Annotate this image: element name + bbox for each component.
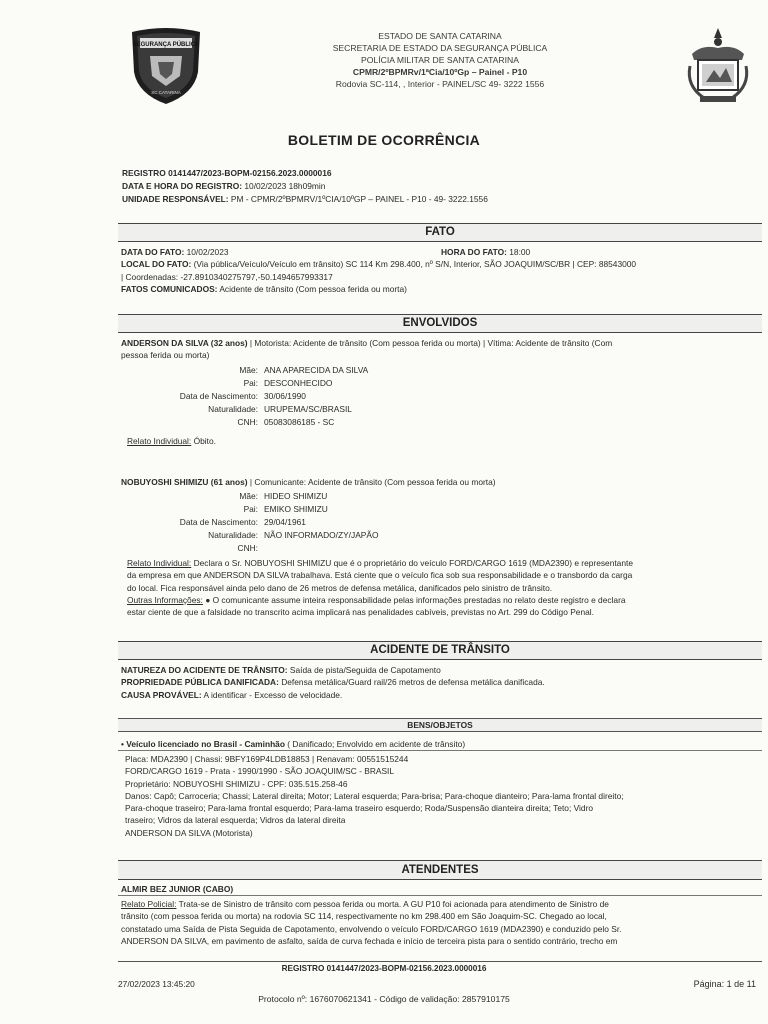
envolvido-2-field-label: Pai: bbox=[243, 504, 258, 514]
relato-2-line-1: Declara o Sr. NOBUYOSHI SHIMIZU que é o proprietário do veículo FORD/CARGO 1619 (MDA2390) e representante bbox=[193, 558, 633, 568]
envolvido-1-field-row bbox=[133, 377, 393, 390]
envolvido-2-field-value: EMIKO SHIMIZU bbox=[264, 504, 328, 514]
envolvido-2-name: NOBUYOSHI SHIMIZU (61 anos) bbox=[121, 477, 248, 487]
header-policia: POLÍCIA MILITAR DE SANTA CATARINA bbox=[361, 55, 519, 65]
atendentes-divider bbox=[118, 895, 762, 896]
bens-detail-line: ANDERSON DA SILVA (Motorista) bbox=[125, 827, 253, 838]
unidade-label: UNIDADE RESPONSÁVEL: bbox=[122, 194, 229, 204]
header-secretaria: SECRETARIA DE ESTADO DA SEGURANÇA PÚBLICA bbox=[332, 43, 548, 53]
section-bens-header: BENS/OBJETOS bbox=[118, 718, 762, 732]
envolvido-1-roles: | Motorista: Acidente de trânsito (Com pessoa ferida ou morta) | Vítima: Acidente de trânsito (Com bbox=[249, 338, 613, 348]
bens-detail-line: FORD/CARGO 1619 - Prata - 1990/1990 - SÃO JOAQUIM/SC - BRASIL bbox=[125, 766, 395, 777]
envolvido-2-field-row bbox=[133, 503, 393, 516]
hora-fato-value: 18:00 bbox=[509, 247, 531, 257]
envolvido-2-roles: | Comunicante: Acidente de trânsito (Com pessoa ferida ou morta) bbox=[249, 477, 496, 487]
seguranca-publica-badge-icon bbox=[128, 26, 204, 106]
outras-line-1: ● O comunicante assume inteira responsabilidade pelas informações prestadas no relato deste registro e declara bbox=[205, 594, 626, 605]
footer-registro: REGISTRO 0141447/2023-BOPM-02156.2023.0000016 bbox=[281, 964, 487, 973]
envolvido-1-field-label: CNH: bbox=[237, 417, 258, 427]
bens-detail-line: traseiro; Vidros da lateral esquerda; Vidros da lateral direita bbox=[125, 815, 346, 826]
registro-meta bbox=[122, 167, 682, 206]
envolvido-2-field-label: Mãe: bbox=[239, 491, 258, 501]
natureza-label: NATUREZA DO ACIDENTE DE TRÂNSITO: bbox=[121, 665, 288, 675]
envolvido-1-field-label: Mãe: bbox=[239, 365, 258, 375]
bens-detail-line: Proprietário: NOBUYOSHI SHIMIZU - CPF: 035.515.258-46 bbox=[125, 778, 348, 789]
envolvido-1-field-label: Pai: bbox=[243, 378, 258, 388]
relato-policial-label: Relato Policial: bbox=[121, 899, 177, 909]
envolvido-1-field-value: 30/06/1990 bbox=[264, 391, 306, 401]
relato-individual-value: Óbito. bbox=[193, 436, 216, 446]
section-fato bbox=[121, 246, 761, 295]
envolvido-2-field-value: NÃO INFORMADO/ZY/JAPÃO bbox=[264, 530, 379, 540]
document-title: BOLETIM DE OCORRÊNCIA bbox=[287, 132, 481, 148]
causa-label: CAUSA PROVÁVEL: bbox=[121, 689, 202, 700]
envolvido-1-field-row bbox=[133, 403, 393, 416]
registro-number: REGISTRO 0141447/2023-BOPM-02156.2023.0000016 bbox=[122, 168, 332, 178]
local-fato-value: (Via pública/Veículo/Veículo em trânsito) SC 114 Km 298.400, nº S/N, Interior, SÃO JOAQUIM/SC/BR | CEP: 88543000 bbox=[193, 259, 637, 270]
natureza-value: Saída de pista/Seguida de Capotamento bbox=[289, 665, 441, 675]
envolvido-1-field-label: Data de Nascimento: bbox=[179, 391, 258, 401]
footer-datetime: 27/02/2023 13:45:20 bbox=[118, 979, 195, 989]
footer-page-number: Página: 1 de 11 bbox=[693, 979, 756, 989]
envolvido-1-header bbox=[121, 337, 761, 362]
bens-item-title bbox=[121, 738, 761, 750]
envolvido-2-field-row bbox=[133, 490, 393, 503]
envolvido-2-field-row bbox=[133, 542, 393, 555]
envolvido-1-roles-cont: pessoa ferida ou morta) bbox=[121, 350, 210, 361]
envolvido-1-relato bbox=[127, 435, 767, 447]
data-registro-label: DATA E HORA DO REGISTRO: bbox=[122, 181, 243, 191]
bens-detail-line: Placa: MDA2390 | Chassi: 9BFY169P4LDB18853 | Renavam: 00551515244 bbox=[125, 754, 409, 764]
section-acidente bbox=[121, 664, 761, 701]
atendente-name: ALMIR BEZ JUNIOR (CABO) bbox=[121, 884, 234, 894]
section-atendentes-header: ATENDENTES bbox=[118, 860, 762, 880]
envolvido-2-field-row bbox=[133, 529, 393, 542]
relato-2-line-3: do local. Fica responsável ainda pelo dano de 26 metros de defensa metálica, danificados pelo sinistro de trânsito. bbox=[127, 582, 553, 593]
envolvido-2-field-value: 29/04/1961 bbox=[264, 517, 306, 527]
outras-line-2: estar ciente de que a falsidade no transcrito acima implicará nas penalidades cabíveis, previstas no Art. 299 do Código Penal. bbox=[127, 607, 594, 618]
envolvido-2-field-label: Data de Nascimento: bbox=[179, 517, 258, 527]
document-header bbox=[250, 30, 630, 90]
relato-individual-2-label: Relato Individual: bbox=[127, 558, 192, 568]
relato-policial-line-2: trânsito (com pessoa ferida ou morta) na rodovia SC 114, respectivamente no km 298.400 em São Joaquim-SC. Chegado ao local, bbox=[121, 911, 607, 922]
envolvido-2-relato bbox=[127, 557, 763, 618]
section-fato-header: FATO bbox=[118, 223, 762, 242]
relato-policial-line-1: Trata-se de Sinistro de trânsito com pessoa ferida ou morta. A GU P10 foi acionada para atendimento de Sinistro de bbox=[178, 899, 609, 909]
hora-fato-label: HORA DO FATO: bbox=[441, 247, 507, 257]
section-envolvidos-header: ENVOLVIDOS bbox=[118, 314, 762, 333]
footer-protocolo: Protocolo nº: 1676070621341 - Código de validação: 2857910175 bbox=[258, 994, 510, 1004]
svg-text:SC CATARINA: SC CATARINA bbox=[151, 90, 181, 95]
footer-divider bbox=[118, 961, 762, 962]
header-unit: CPMR/2ºBPMRv/1ªCia/10ºGp – Painel - P10 bbox=[352, 67, 528, 77]
bens-item-name: • Veículo licenciado no Brasil - Caminhão bbox=[121, 739, 285, 749]
atendente-name-row bbox=[121, 883, 761, 895]
header-state: ESTADO DE SANTA CATARINA bbox=[378, 31, 502, 41]
envolvido-1-field-label: Naturalidade: bbox=[208, 404, 258, 414]
svg-text:SEGURANÇA PÚBLICA: SEGURANÇA PÚBLICA bbox=[132, 42, 200, 48]
envolvido-2-fields bbox=[133, 490, 393, 555]
propriedade-label: PROPRIEDADE PÚBLICA DANIFICADA: bbox=[121, 677, 279, 688]
relato-2-line-2: da empresa em que ANDERSON DA SILVA trabalhava. Está ciente que o veículo fica sob sua responsabilidade e o transbordo da carga bbox=[127, 570, 633, 581]
relato-individual-label: Relato Individual: bbox=[127, 436, 192, 446]
envolvido-1-field-value: DESCONHECIDO bbox=[264, 378, 333, 388]
envolvido-1-name: ANDERSON DA SILVA (32 anos) bbox=[121, 338, 248, 348]
causa-value: A identificar - Excesso de velocidade. bbox=[203, 689, 343, 700]
envolvido-1-field-row bbox=[133, 416, 393, 429]
envolvido-1-field-row bbox=[133, 390, 393, 403]
envolvido-1-field-row bbox=[133, 364, 393, 377]
section-acidente-header: ACIDENTE DE TRÂNSITO bbox=[118, 641, 762, 660]
data-fato-value: 10/02/2023 bbox=[186, 247, 229, 257]
envolvido-1-field-value: ANA APARECIDA DA SILVA bbox=[264, 365, 369, 375]
outras-informacoes-label: Outras Informações: bbox=[127, 594, 203, 605]
bens-detail-line: Danos: Capô; Carroceria; Chassi; Lateral direita; Motor; Lateral esquerda; Para-brisa; Para-choque dianteiro; Para-lama frontal direito; bbox=[125, 790, 624, 801]
envolvido-1-field-value: URUPEMA/SC/BRASIL bbox=[264, 404, 352, 414]
envolvido-2-field-label: Naturalidade: bbox=[208, 530, 258, 540]
envolvido-2-field-row bbox=[133, 516, 393, 529]
envolvido-1-fields bbox=[133, 364, 393, 429]
local-fato-label: LOCAL DO FATO: bbox=[121, 259, 192, 270]
propriedade-value: Defensa metálica/Guard rail/26 metros de defensa metálica danificada. bbox=[281, 677, 545, 688]
fatos-comunicados-label: FATOS COMUNICADOS: bbox=[121, 283, 218, 294]
data-registro-value: 10/02/2023 18h09min bbox=[244, 181, 326, 191]
envolvido-2-header bbox=[121, 476, 761, 488]
coat-of-arms-icon bbox=[684, 26, 752, 108]
envolvido-1-field-value: 05083086185 - SC bbox=[264, 417, 335, 427]
relato-policial bbox=[121, 898, 761, 947]
envolvido-2-field-label: CNH: bbox=[237, 543, 258, 553]
coordenadas: | Coordenadas: -27.8910340275797,-50.1494657993317 bbox=[121, 271, 333, 282]
header-address: Rodovia SC-114, , Interior - PAINEL/SC 49- 3222 1556 bbox=[335, 79, 545, 89]
envolvido-2-field-value bbox=[264, 542, 393, 555]
envolvido-2-field-value: HIDEO SHIMIZU bbox=[264, 491, 328, 501]
relato-policial-line-4: ANDERSON DA SILVA, em pavimento de asfalto, saída de curva fechada e início de terceira pista para o sentido contrário, trecho em bbox=[121, 935, 618, 946]
data-fato-label: DATA DO FATO: bbox=[121, 247, 185, 257]
fatos-comunicados-value: Acidente de trânsito (Com pessoa ferida ou morta) bbox=[219, 283, 407, 294]
bens-divider bbox=[118, 750, 762, 751]
bens-detail-line: Para-choque traseiro; Para-lama frontal esquerdo; Para-lama traseiro esquerdo; Roda/Suspensão dianteira direita; Teto; Vidro bbox=[125, 803, 594, 814]
bens-item-status: ( Danificado; Envolvido em acidente de trânsito) bbox=[287, 739, 466, 749]
relato-policial-line-3: constatado uma Saída de Pista Seguida de Capotamento, envolvendo o veículo FORD/CARGO 1619 (MDA2390) e conduzido pelo Sr. bbox=[121, 923, 622, 934]
bens-item-details bbox=[125, 753, 761, 839]
unidade-value: PM - CPMR/2ºBPMRV/1ºCIA/10ºGP – PAINEL - P10 - 49- 3222.1556 bbox=[230, 194, 488, 204]
